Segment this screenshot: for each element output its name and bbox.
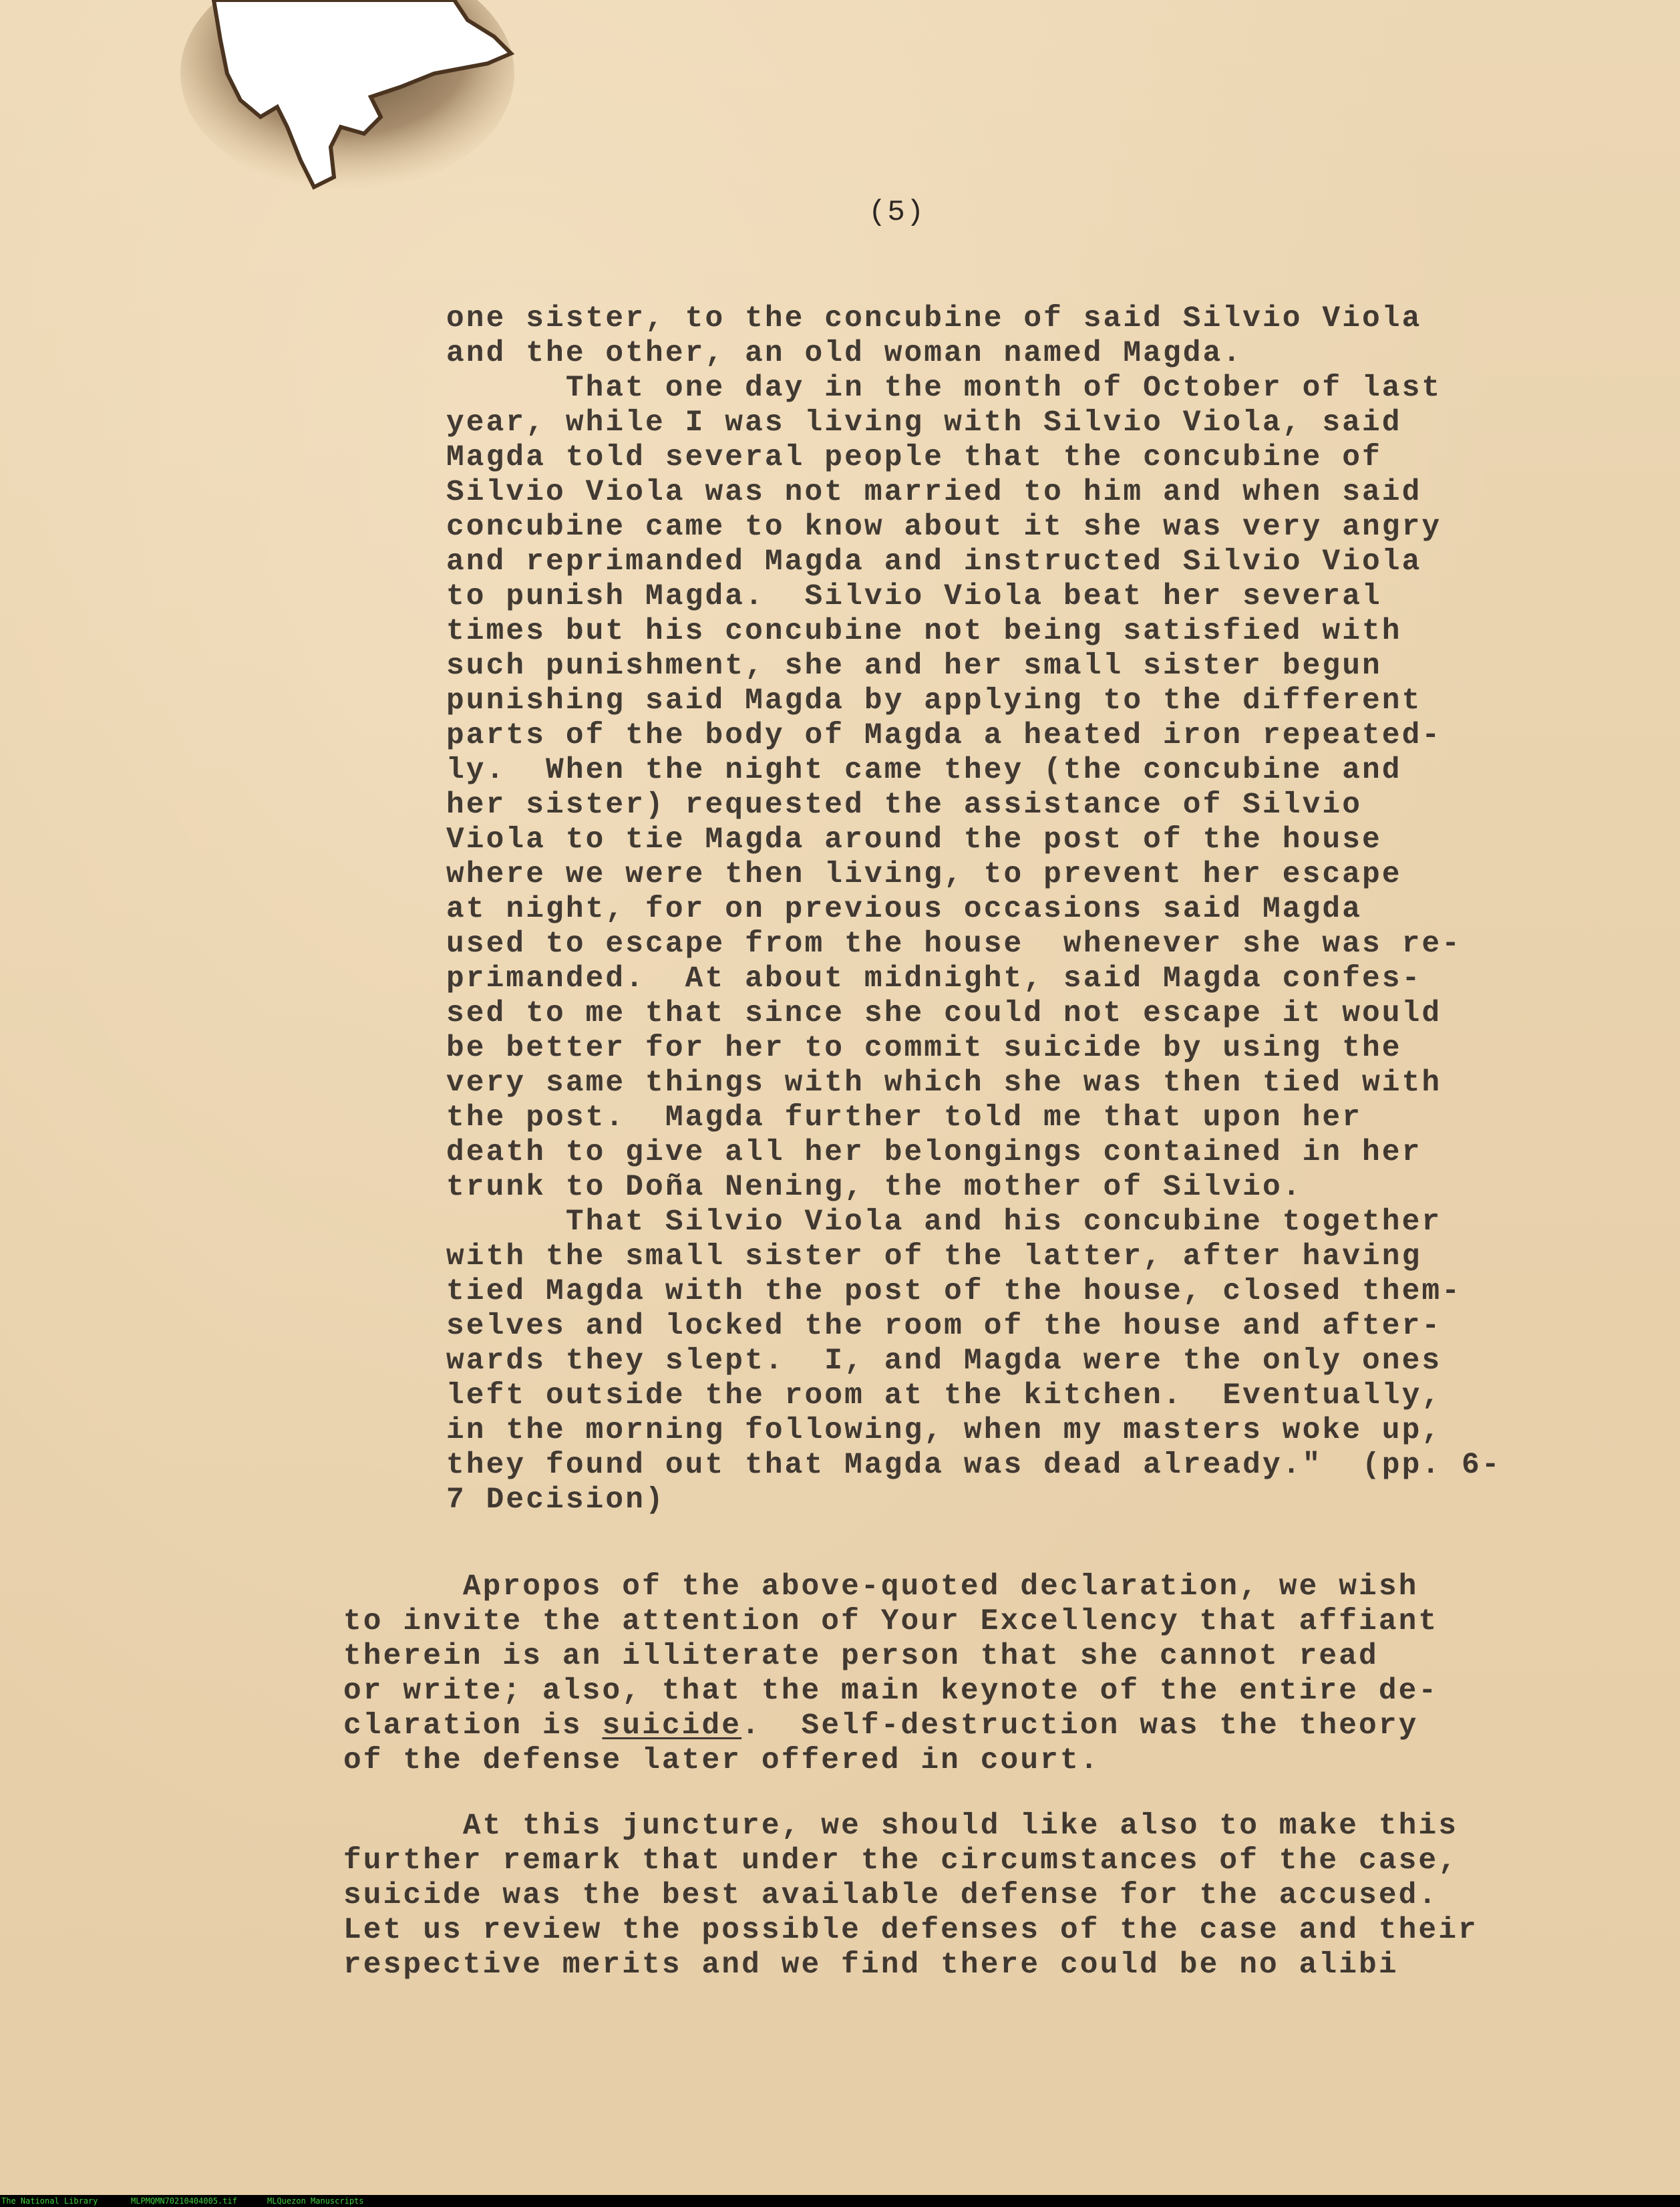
text-line: At this juncture, we should like also to make this: [343, 1809, 1459, 1843]
text-line: and the other, an old woman named Magda.: [446, 337, 1243, 370]
text-line: death to give all her belongings contained in her: [446, 1136, 1422, 1169]
text-line: to punish Magda. Silvio Viola beat her several: [446, 580, 1382, 613]
text-line: times but his concubine not being satisfied with: [446, 615, 1402, 648]
text-line: such punishment, she and her small sister begun: [446, 649, 1382, 683]
text-line: be better for her to commit suicide by using the: [446, 1032, 1402, 1065]
text-line: suicide was the best available defense for the accused.: [343, 1879, 1439, 1912]
text-line: of the defense later offered in court.: [343, 1744, 1100, 1777]
text-line: tied Magda with the post of the house, closed them-: [446, 1275, 1462, 1308]
text-line: Silvio Viola was not married to him and when said: [446, 476, 1422, 509]
text-line: or write; also, that the main keynote of the entire de-: [343, 1674, 1439, 1708]
text-line: ly. When the night came they (the concubine and: [446, 754, 1402, 787]
text-line: and reprimanded Magda and instructed Silvio Viola: [446, 545, 1422, 579]
text-line: punishing said Magda by applying to the different: [446, 684, 1422, 718]
text-line: That Silvio Viola and his concubine together: [446, 1205, 1442, 1239]
text-line: very same things with which she was then tied with: [446, 1066, 1442, 1100]
text-line: wards they slept. I, and Magda were the only ones: [446, 1344, 1442, 1378]
text-line: where we were then living, to prevent her escape: [446, 858, 1402, 891]
text-line: with the small sister of the latter, after having: [446, 1240, 1422, 1274]
text-line: one sister, to the concubine of said Silvio Viola: [446, 302, 1422, 335]
text-line: to invite the attention of Your Excellency that affiant: [343, 1605, 1439, 1638]
text-line: concubine came to know about it she was very angry: [446, 510, 1442, 544]
text-line: at night, for on previous occasions said Magda: [446, 893, 1362, 926]
text-line: selves and locked the room of the house and after-: [446, 1310, 1442, 1343]
text-line: trunk to Doña Nening, the mother of Silvio.: [446, 1171, 1303, 1204]
text-line: [343, 1709, 1418, 1743]
scan-footer: [0, 2195, 1680, 2207]
text-segment: claration is: [343, 1709, 603, 1743]
text-line: Viola to tie Magda around the post of the house: [446, 823, 1382, 857]
text-line: sed to me that since she could not escape it would: [446, 997, 1442, 1030]
text-line: year, while I was living with Silvio Viola, said: [446, 406, 1402, 440]
text-line: Magda told several people that the concubine of: [446, 441, 1382, 474]
emphasized-word: suicide: [602, 1709, 742, 1743]
text-line: used to escape from the house whenever she was re-: [446, 927, 1462, 961]
text-line: 7 Decision): [446, 1483, 665, 1517]
text-line: Let us review the possible defenses of the case and their: [343, 1914, 1478, 1947]
text-line: her sister) requested the assistance of Silvio: [446, 788, 1362, 822]
text-segment: . Self-destruction was the theory: [741, 1709, 1419, 1743]
text-line: they found out that Magda was dead already." (pp. 6-: [446, 1449, 1502, 1482]
text-line: Apropos of the above-quoted declaration, we wish: [343, 1570, 1419, 1604]
footer-collection: MLQuezon Manuscripts: [267, 2196, 364, 2206]
text-line: the post. Magda further told me that upon her: [446, 1101, 1362, 1135]
burn-damage: [200, 0, 521, 194]
text-line: respective merits and we find there could be no alibi: [343, 1948, 1399, 1982]
footer-filename: MLPMQMN70210404005.tif: [131, 2196, 237, 2206]
text-line: left outside the room at the kitchen. Eventually,: [446, 1379, 1442, 1413]
text-line: parts of the body of Magda a heated iron repeated-: [446, 719, 1442, 752]
footer-library: The National Library: [1, 2196, 98, 2206]
text-line: primanded. At about midnight, said Magda confes-: [446, 962, 1422, 996]
text-line: That one day in the month of October of last: [446, 372, 1442, 405]
text-line: in the morning following, when my masters woke up,: [446, 1414, 1442, 1447]
page-number: (5): [868, 196, 926, 229]
text-line: further remark that under the circumstances of the case,: [343, 1844, 1459, 1878]
text-line: therein is an illiterate person that she cannot read: [343, 1640, 1379, 1673]
